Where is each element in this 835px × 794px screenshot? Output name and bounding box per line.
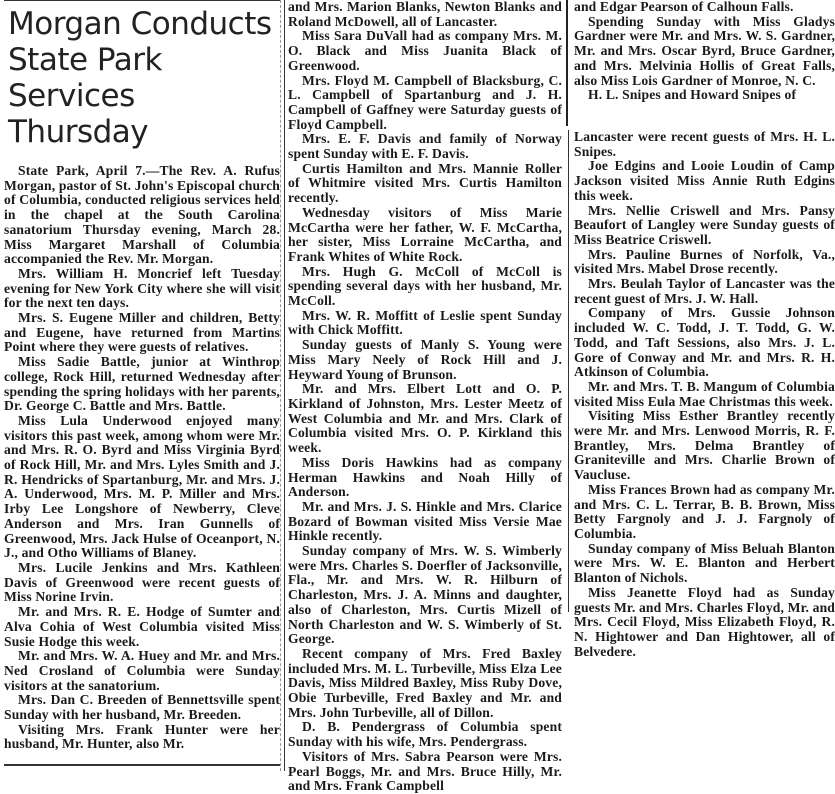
paragraph: Mrs. W. R. Moffitt of Leslie spent Sunday with Chick Moffitt. (288, 307, 562, 338)
paragraph: Mrs. William H. Moncrief left Tuesday evening for New York City where she will visit for the next ten days. (4, 265, 280, 311)
paragraph: Miss Sara DuVall had as company Mrs. M. O. Black and Miss Juanita Black of Greenwood. (288, 28, 562, 73)
paragraph: Curtis Hamilton and Mrs. Mannie Roller of Whitmire visited Mrs. Curtis Hamilton recently. (288, 160, 562, 206)
paragraph: D. B. Pendergrass of Columbia spent Sunday with his wife, Mrs. Pendergrass. (288, 719, 562, 750)
paragraph: Mr. and Mrs. J. S. Hinkle and Mrs. Clarice Bozard of Bowman visited Miss Versie Mae Hinkle recently. (288, 498, 562, 544)
paragraph: Visitors of Mrs. Sabra Pearson were Mrs. Pearl Boggs, Mr. and Mrs. Bruce Hilly, Mr. and Mrs. Frank Campbell (288, 748, 562, 794)
article-body-3a (574, 0, 835, 103)
paragraph: Miss Frances Brown had as company Mr. and Mrs. C. L. Terrar, B. B. Brown, Miss Betty Fargnoly and J. J. Fargnoly of Columbia. (574, 481, 835, 541)
paragraph: Mrs. Lucile Jenkins and Mrs. Kathleen Davis of Greenwood were recent guests of Miss Norine Irvin. (4, 559, 280, 605)
paragraph: Mrs. Beulah Taylor of Lancaster was the recent guest of Mrs. J. W. Hall. (574, 276, 835, 306)
article-body-1 (4, 164, 280, 752)
paragraph: Wednesday visitors of Miss Marie McCartha were her father, W. F. McCartha, her sister, Miss Lorraine McCartha, and Frank Whites of White Rock. (288, 204, 562, 264)
paragraph: Mr. and Mrs. W. A. Huey and Mr. and Mrs. Ned Crosland of Columbia were Sunday visitors at the sanatorium. (4, 648, 280, 693)
paragraph: Recent company of Mrs. Fred Baxley included Mrs. M. L. Turbeville, Miss Elza Lee Davis, Miss Mildred Baxley, Miss Ruby Dove, Obie Turbeville, Fred Baxley and Mr. and Mrs. John Turbeville, all of Dillon. (288, 645, 562, 720)
paragraph: Mrs. Hugh G. McColl of McColl is spending several days with her husband, Mr. McColl. (288, 263, 562, 309)
paragraph: Mr. and Mrs. T. B. Mangum of Columbia visited Miss Eula Mae Christmas this week. (574, 378, 835, 409)
column-3-top (566, 0, 835, 126)
column-2 (284, 0, 562, 794)
article-body-3b (574, 130, 835, 659)
article-body-2 (288, 0, 562, 794)
paragraph: Miss Sadie Battle, junior at Winthrop college, Rock Hill, returned Wednesday after spending the spring holidays with her parents, Dr. George C. Battle and Mrs. Battle. (4, 354, 280, 414)
bottom-rule (4, 764, 280, 766)
paragraph: Mrs. Floyd M. Campbell of Blacksburg, C. L. Campbell of Spartanburg and J. H. Campbell of Gaffney were Saturday guests of Floyd Campbell. (288, 72, 562, 132)
paragraph: State Park, April 7.—The Rev. A. Rufus Morgan, pastor of St. John's Episcopal church of Columbia, conducted religious services held in the chapel at the South Carolina sanatorium Thursday evening, March 28. Miss Margaret Marshall of Columbia accompanied the Rev. Mr. Morgan. (4, 163, 280, 267)
paragraph: Mrs. Nellie Criswell and Mrs. Pansy Beaufort of Langley were Sunday guests of Miss Beatrice Criswell. (574, 202, 835, 247)
paragraph: and Edgar Pearson of Calhoun Falls. (574, 0, 794, 14)
paragraph: Lancaster were recent guests of Mrs. H. L. Snipes. (574, 129, 835, 159)
paragraph: Spending Sunday with Miss Gladys Gardner were Mr. and Mrs. W. S. Gardner, Mr. and Mrs. Oscar Byrd, Bruce Gardner, and Mrs. Melvinia Hollis of Great Falls, also Miss Lois Gardner of Monroe, N. C. (574, 13, 835, 88)
paragraph: Visiting Mrs. Frank Hunter were her husband, Mr. Hunter, also Mr. (4, 721, 280, 752)
paragraph: Mr. and Mrs. Elbert Lott and O. P. Kirkland of Johnston, Mrs. Lester Meetz of West Columbia and Mr. and Mrs. Clark of Columbia visited Mrs. O. P. Kirkland this week. (288, 381, 562, 456)
headline-line-2: State Park (8, 42, 162, 78)
paragraph: Visiting Miss Esther Brantley recently were Mr. and Mrs. Lenwood Morris, R. F. Brantley, Mrs. Delma Brantley of Graniteville and Mrs. Charlie Brown of Vaucluse. (574, 408, 835, 483)
column-1 (4, 0, 280, 752)
paragraph: Miss Lula Underwood enjoyed many visitors this past week, among whom were Mr. and Mrs. R. O. Byrd and Miss Virginia Byrd of Rock Hill, Mr. and Mrs. Lyles Smith and J. R. Hendricks of Spartanburg, Mr. and Mrs. J. A. Underwood, Mrs. M. P. Miller and Mrs. Irby Lee Longshore of Newberry, Cleve Anderson and Mrs. Iran Gunnells of Greenwood, Mrs. Jack Hulse of Oceanport, N. J., and Otho Williams of Blaney. (4, 412, 280, 561)
paragraph: H. L. Snipes and Howard Snipes of (588, 87, 797, 103)
paragraph: Mrs. Pauline Burnes of Norfolk, Va., visited Mrs. Mabel Drose recently. (574, 246, 835, 277)
column-3-bottom (568, 129, 835, 659)
paragraph: Mrs. S. Eugene Miller and children, Betty and Eugene, have returned from Martins Point where they were guests of relatives. (4, 310, 280, 355)
paragraph: Company of Mrs. Gussie Johnson included W. C. Todd, J. T. Todd, G. W. Todd, and Taft Sessions, also Mrs. J. L. Gore of Conway and Mr. and Mrs. R. H. Atkinson of Columbia. (574, 305, 835, 380)
paragraph: Mrs. E. F. Davis and family of Norway spent Sunday with E. F. Davis. (288, 131, 562, 162)
paragraph: Mrs. Dan C. Breeden of Bennettsville spent Sunday with her husband, Mr. Breeden. (4, 692, 280, 723)
paragraph: Miss Jeanette Floyd had as Sunday guests Mr. and Mrs. Charles Floyd, Mr. and Mrs. Cecil Floyd, Miss Elizabeth Floyd, R. N. Hightower and Dan Hightower, all of Belvedere. (574, 584, 835, 659)
paragraph: Joe Edgins and Looie Loudin of Camp Jackson visited Miss Annie Ruth Edgins this week. (574, 158, 835, 203)
paragraph: Sunday guests of Manly S. Young were Miss Mary Neely of Rock Hill and J. Heyward Young of Brunson. (288, 337, 562, 382)
headline (8, 6, 280, 150)
headline-line-3: Services Thursday (8, 78, 149, 150)
paragraph: Sunday company of Miss Beluah Blanton were Mrs. W. E. Blanton and Herbert Blanton of Nichols. (574, 540, 835, 586)
headline-line-1: Morgan Conducts (8, 6, 272, 42)
paragraph: Mr. and Mrs. R. E. Hodge of Sumter and Alva Cohia of West Columbia visited Miss Susie Hodge this week. (4, 604, 280, 649)
paragraph: and Mrs. Marion Blanks, Newton Blanks and Roland McDowell, all of Lancaster. (288, 0, 562, 29)
paragraph: Sunday company of Mrs. W. S. Wimberly were Mrs. Charles S. Doerfler of Jacksonville, Fla., Mr. and Mrs. W. R. Hilburn of Charleston, Mrs. J. A. Minns and daughter, also of Charleston, Mrs. Curtis Mizell of North Charleston and W. S. Wimberly of St. George. (288, 543, 562, 647)
paragraph: Miss Doris Hawkins had as company Herman Hawkins and Noah Hilly of Anderson. (288, 454, 562, 500)
column-divider (280, 0, 281, 771)
